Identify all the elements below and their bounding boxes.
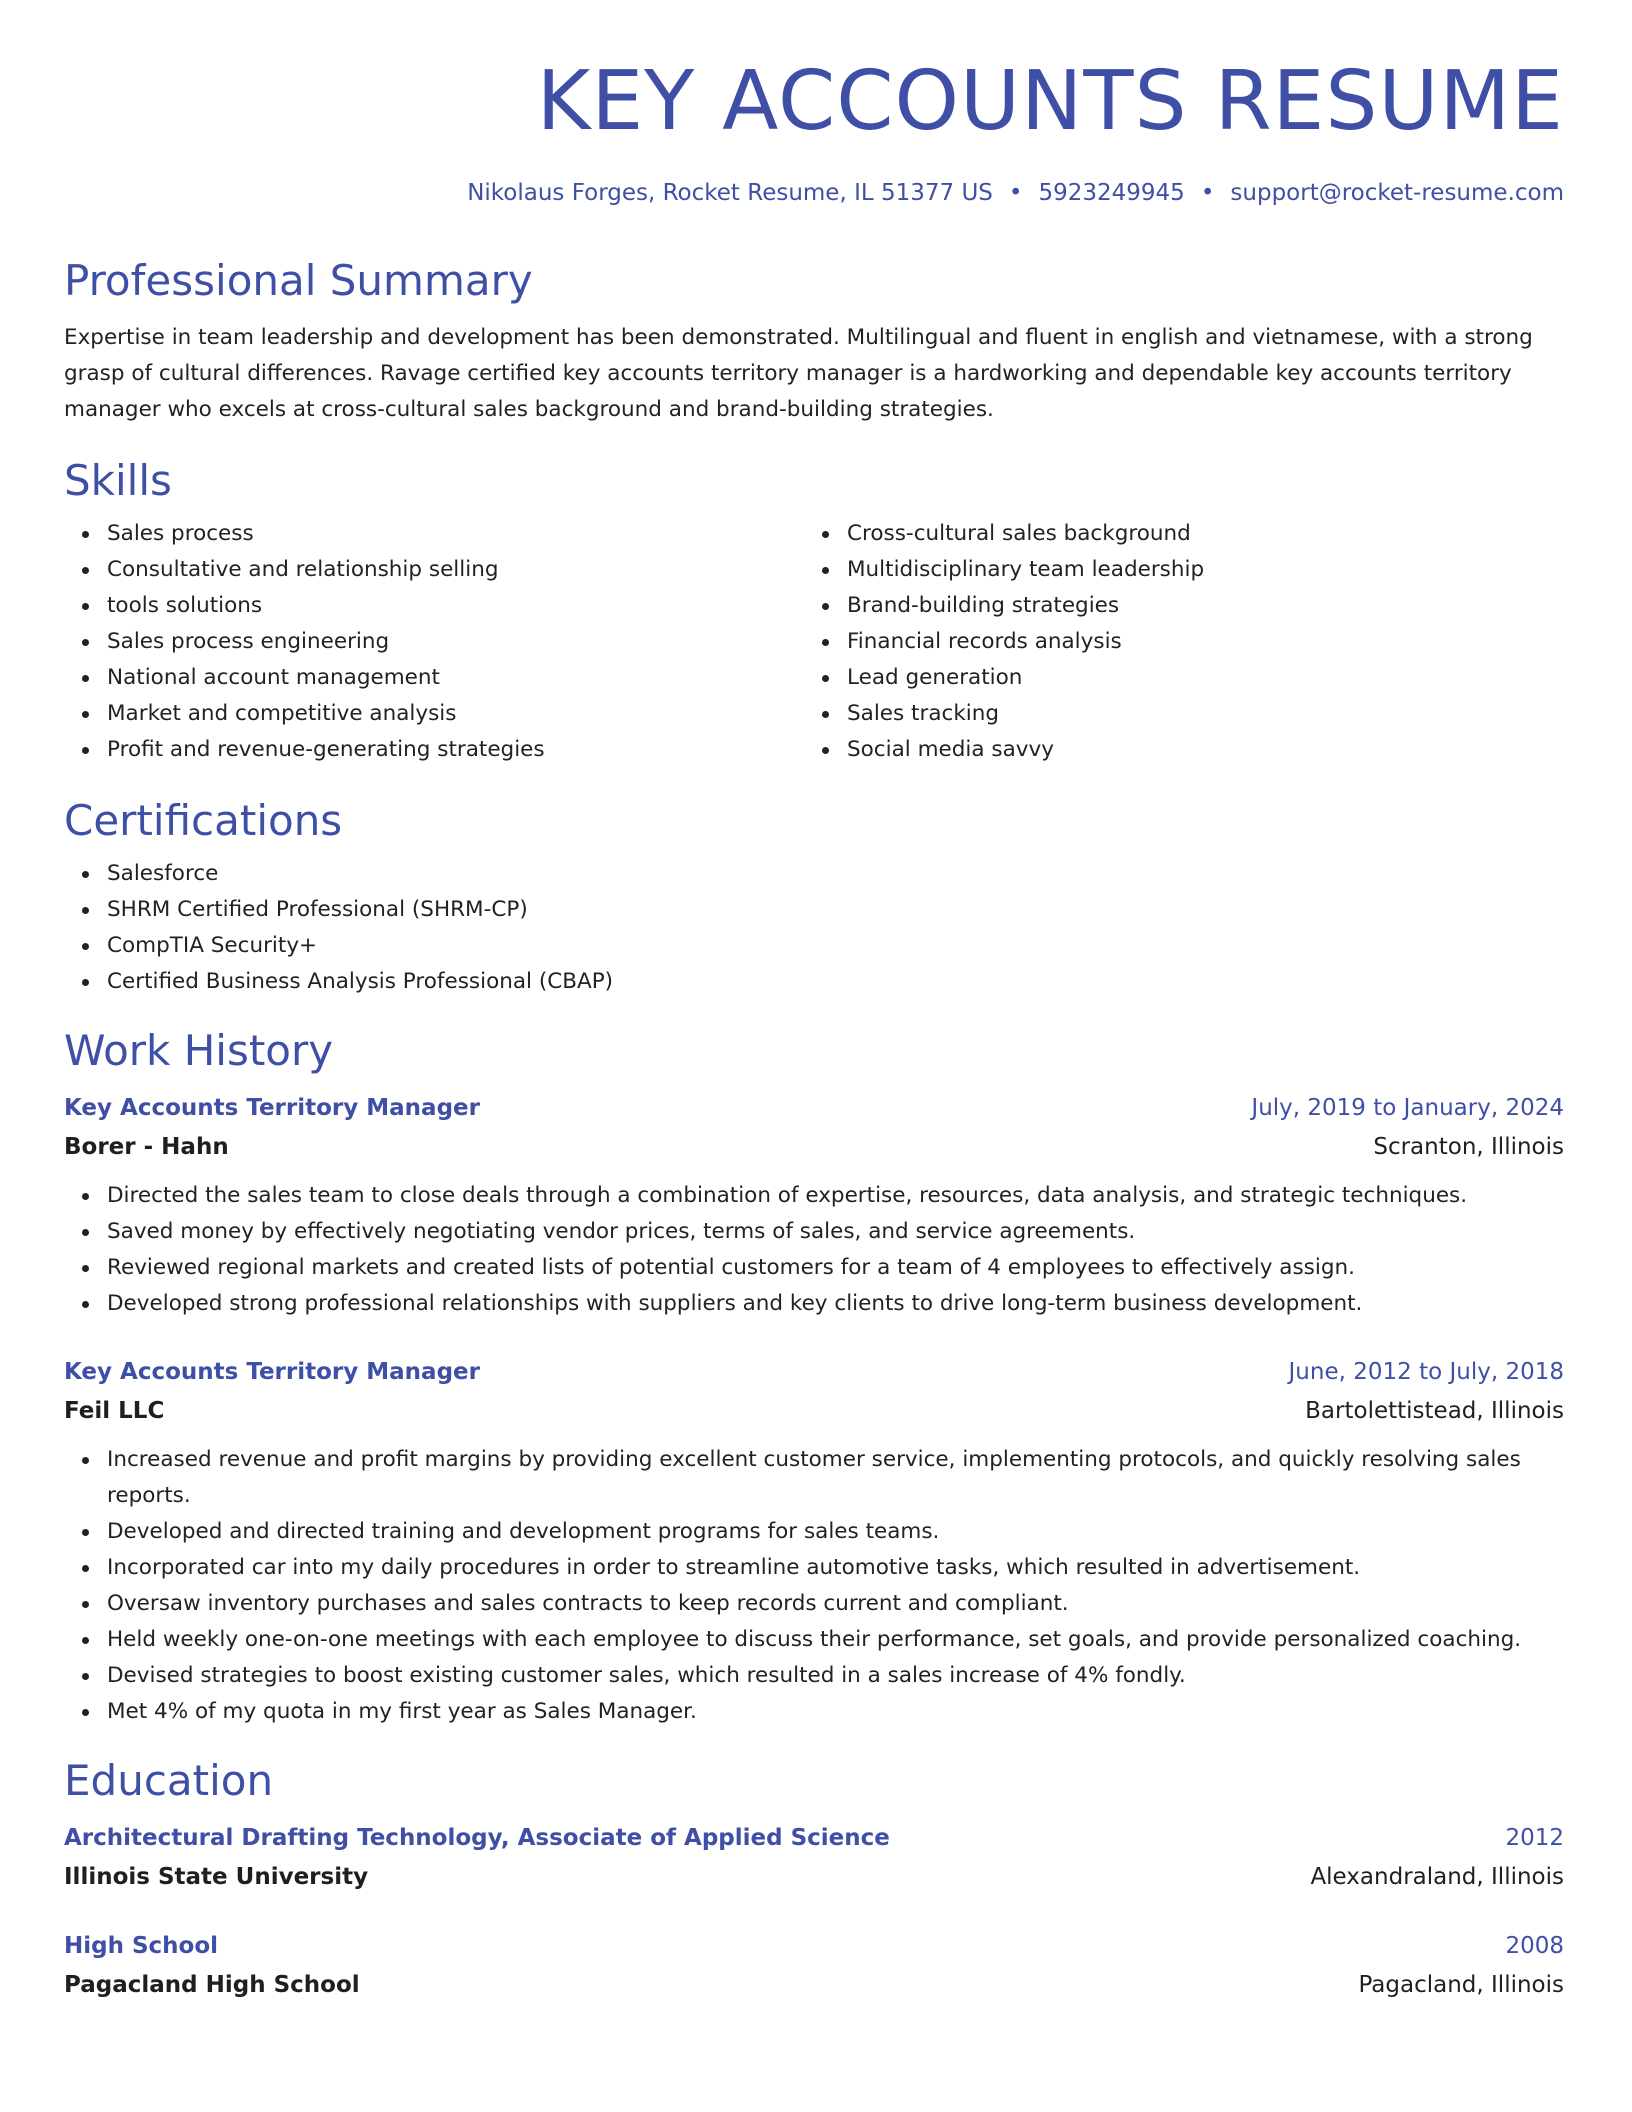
job-title: Key Accounts Territory Manager	[64, 1359, 480, 1385]
education-school: Illinois State University	[64, 1864, 369, 1890]
job-dates: June, 2012 to July, 2018	[1288, 1359, 1564, 1385]
education-entry	[64, 1818, 1564, 1896]
job-bullet: Developed strong professional relationships with suppliers and key clients to drive long-term business development.	[107, 1286, 1564, 1322]
address-text: Nikolaus Forges, Rocket Resume, IL 51377 US	[467, 180, 993, 206]
education-year: 2012	[1505, 1825, 1564, 1851]
section-heading-summary: Professional Summary	[64, 256, 533, 305]
certification-item: SHRM Certified Professional (SHRM-CP)	[107, 892, 1564, 928]
job-bullet: Devised strategies to boost existing customer sales, which resulted in a sales increase of 4% fondly.	[107, 1658, 1564, 1694]
certification-item: Certified Business Analysis Professional (CBAP)	[107, 964, 1564, 1000]
certification-item: CompTIA Security+	[107, 928, 1564, 964]
job-bullets	[64, 1178, 1564, 1322]
job-title-row	[64, 1088, 1564, 1128]
separator-dot: •	[1200, 180, 1215, 206]
job-bullet: Developed and directed training and development programs for sales teams.	[107, 1514, 1564, 1550]
education-section	[64, 1756, 1564, 2004]
job-bullet: Reviewed regional markets and created lists of potential customers for a team of 4 employees to effectively assign.	[107, 1250, 1564, 1286]
skill-item: Profit and revenue-generating strategies	[107, 732, 804, 768]
resume-page	[64, 0, 1564, 2004]
job-bullet: Held weekly one-on-one meetings with each employee to discuss their performance, set goals, and provide personalized coaching.	[107, 1622, 1564, 1658]
education-school-row	[64, 1858, 1564, 1896]
certifications-list	[64, 856, 1564, 1000]
skill-item: Sales process	[107, 516, 804, 552]
skill-item: Social media savvy	[847, 732, 1497, 768]
job-dates: July, 2019 to January, 2024	[1251, 1095, 1564, 1121]
skills-columns	[64, 516, 1564, 768]
job-entry	[64, 1088, 1564, 1322]
education-degree-row	[64, 1818, 1564, 1858]
skill-item: Cross-cultural sales background	[847, 516, 1497, 552]
skills-section	[64, 456, 1564, 768]
job-bullet: Met 4% of my quota in my first year as Sales Manager.	[107, 1694, 1564, 1730]
certifications-section	[64, 796, 1564, 1000]
skill-item: Consultative and relationship selling	[107, 552, 804, 588]
job-bullet: Oversaw inventory purchases and sales contracts to keep records current and compliant.	[107, 1586, 1564, 1622]
separator-dot: •	[1008, 180, 1023, 206]
job-company: Feil LLC	[64, 1398, 165, 1424]
skill-item: Sales tracking	[847, 696, 1497, 732]
section-heading-work-history: Work History	[64, 1026, 334, 1075]
skill-item: Brand-building strategies	[847, 588, 1497, 624]
summary-text: Expertise in team leadership and development has been demonstrated. Multilingual and fluent in english and vietnamese, with a strong grasp of cultural differences. Ravage certified key accounts territory manager is a hardworking and dependable key accounts territory manager who excels at cross-cultural sales background and brand-building strategies.	[64, 325, 1533, 422]
section-heading-certifications: Certifications	[64, 796, 343, 845]
certification-item: Salesforce	[107, 856, 1564, 892]
education-year: 2008	[1505, 1933, 1564, 1959]
education-school: Pagacland High School	[64, 1972, 360, 1998]
work-history-section	[64, 1026, 1564, 1730]
job-company: Borer - Hahn	[64, 1134, 229, 1160]
job-bullet: Increased revenue and profit margins by providing excellent customer service, implementing protocols, and quickly resolving sales reports.	[107, 1442, 1564, 1514]
skill-item: Market and competitive analysis	[107, 696, 804, 732]
page-title: KEY ACCOUNTS RESUME	[536, 54, 1564, 149]
skill-item: Lead generation	[847, 660, 1497, 696]
resume-header	[64, 0, 1564, 208]
job-title-row	[64, 1352, 1564, 1392]
summary-section	[64, 256, 1564, 428]
education-degree-row	[64, 1926, 1564, 1966]
education-school-row	[64, 1966, 1564, 2004]
skills-list-right	[804, 516, 1497, 768]
education-entry	[64, 1926, 1564, 2004]
job-bullets	[64, 1442, 1564, 1730]
job-company-row	[64, 1392, 1564, 1430]
education-degree: High School	[64, 1933, 219, 1959]
contact-line	[64, 178, 1564, 208]
education-location: Pagacland, Illinois	[1358, 1972, 1564, 1998]
job-entry	[64, 1352, 1564, 1730]
job-bullet: Directed the sales team to close deals through a combination of expertise, resources, data analysis, and strategic techniques.	[107, 1178, 1564, 1214]
skill-item: Sales process engineering	[107, 624, 804, 660]
job-bullet: Incorporated car into my daily procedures in order to streamline automotive tasks, which resulted in advertisement.	[107, 1550, 1564, 1586]
job-location: Scranton, Illinois	[1373, 1134, 1564, 1160]
phone-text[interactable]: 5923249945	[1038, 180, 1185, 206]
job-bullet: Saved money by effectively negotiating vendor prices, terms of sales, and service agreements.	[107, 1214, 1564, 1250]
skill-item: Multidisciplinary team leadership	[847, 552, 1497, 588]
education-location: Alexandraland, Illinois	[1310, 1864, 1564, 1890]
skills-list-left	[64, 516, 804, 768]
education-degree: Architectural Drafting Technology, Associate of Applied Science	[64, 1825, 890, 1851]
skill-item: National account management	[107, 660, 804, 696]
section-heading-skills: Skills	[64, 456, 172, 505]
skill-item: tools solutions	[107, 588, 804, 624]
job-location: Bartolettistead, Illinois	[1305, 1398, 1564, 1424]
section-heading-education: Education	[64, 1756, 274, 1805]
email-link[interactable]: support@rocket-resume.com	[1230, 180, 1564, 206]
job-company-row	[64, 1128, 1564, 1166]
skill-item: Financial records analysis	[847, 624, 1497, 660]
job-title: Key Accounts Territory Manager	[64, 1095, 480, 1121]
